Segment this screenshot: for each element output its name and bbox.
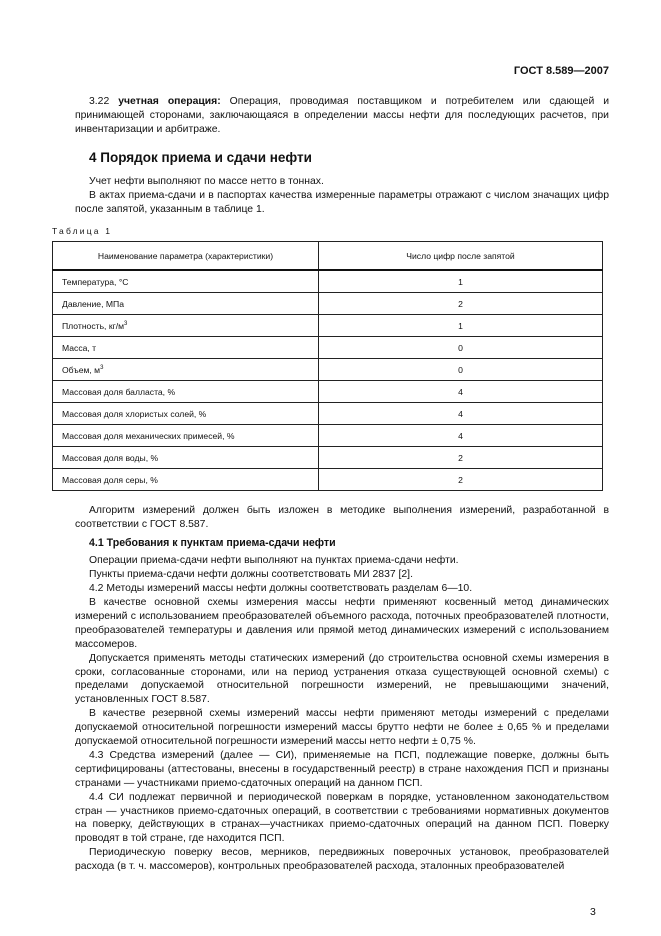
paragraph: 4.2 Методы измерений массы нефти должны соответствовать разделам 6—10. [89,583,473,595]
parameter-name [53,359,319,381]
parameter-name [53,337,319,359]
digits-value: 2 [319,469,603,491]
table-row [53,447,603,469]
parameter-name [53,469,319,491]
section-heading: 4 Порядок приема и сдачи нефти [89,149,312,165]
table-row [53,315,603,337]
superscript: 3 [100,365,104,372]
parameter-label: Массовая доля серы, % [62,474,158,485]
digits-value: 4 [319,425,603,447]
table-row [53,337,603,359]
page-body [52,95,610,874]
column-header: Число цифр после запятой [319,242,603,271]
paragraph: Учет нефти выполняют по массе нетто в тоннах. [89,175,324,187]
parameter-name [53,381,319,403]
digits-value: 4 [319,403,603,425]
paragraph: В актах приема-сдачи и в паспортах качества измеренные параметры отражают с числом значащих цифр после запятой, указанным в таблице 1. [75,189,609,215]
table-row [53,293,603,315]
paragraph: 4.4 СИ подлежат первичной и периодической поверкам в порядке, установленном законодательством стран — участников приемо-сдаточных операций, в соответствии с требованиями нормативных документов на поверку, действующих в странах—участниках приемо-сдаточных операций на данном ПСП. Поверку проводят в той стране, где находится ПСП. [75,791,609,845]
parameter-label: Объем, м [62,364,101,375]
superscript: 3 [124,321,128,328]
digits-value: 0 [319,359,603,381]
table-row [53,359,603,381]
paragraph: 4.3 Средства измерений (далее — СИ), применяемые на ПСП, подлежащие поверке, должны быть сертифицированы (аттестованы, внесены в государственный реестр) в стране нахождения ПСП и признаны странами — участниками приемо-сдаточных операций на данном ПСП. [75,749,609,789]
paragraph: В качестве основной схемы измерения массы нефти применяют косвенный метод динамических измерений с использованием преобразователей объемного расхода, поточных преобразователей плотности, преобразователей температуры и давления или прямой метод динамических измерений с использованием массомеров. [75,596,609,650]
parameter-name [53,270,319,293]
parameters-table [52,241,603,491]
paragraph: Алгоритм измерений должен быть изложен в методике выполнения измерений, разработанной в соответствии с ГОСТ 8.587. [75,505,609,531]
parameter-label: Массовая доля хлористых солей, % [62,408,207,419]
paragraph: Допускается применять методы статических измерений (до строительства основной схемы измерения в сроки, согласованные сторонами, или на период устранения отказа существующей основной схемы) с пределами допускаемой относительной погрешности измерений, не превышающими значений, установленных ГОСТ 8.587. [75,652,609,706]
parameter-label: Плотность, кг/м [62,320,125,331]
parameter-label: Массовая доля механических примесей, % [62,430,235,441]
term-number: 3.22 [89,96,110,107]
term-definition [75,95,609,137]
term-name: учетная операция: [118,96,221,107]
table-caption: Таблица 1 [52,226,113,237]
paragraph: Пункты приема-сдачи нефти должны соответствовать МИ 2837 [2]. [89,569,413,581]
subsection-heading: 4.1 Требования к пунктам приема-сдачи нефти [89,537,336,550]
table-header-row [53,242,603,271]
paragraph: В качестве резервной схемы измерений массы нефти применяют методы измерений с пределами допускаемой относительной погрешности измерений массы брутто нефти не более ± 0,65 % и пределами допускаемой относительной погрешности измерений массы нетто нефти ± 0,75 %. [75,708,609,748]
column-header: Наименование параметра (характеристики) [53,242,319,271]
digits-value: 2 [319,447,603,469]
table-row [53,381,603,403]
parameter-label: Массовая доля балласта, % [62,386,176,397]
parameter-name [53,315,319,337]
digits-value: 0 [319,337,603,359]
paragraph: Периодическую поверку весов, мерников, передвижных поверочных установок, преобразователей расхода (в т. ч. массомеров), контрольных преобразователей расхода, эталонных преобразователей [75,847,609,873]
parameter-name [53,293,319,315]
table-row [53,403,603,425]
term-text: Операция, проводимая поставщиком и потребителем или сдающей и принимающей сторонами, заключающаяся в определении массы нефти для последующих расчетов, при инвентаризации и арбитраже. [75,96,610,135]
parameter-label: Массовая доля воды, % [62,452,159,463]
digits-value: 1 [319,270,603,293]
paragraph: Операции приема-сдачи нефти выполняют на пунктах приема-сдачи нефти. [89,555,459,567]
parameter-label: Температура, °С [62,276,129,287]
digits-value: 2 [319,293,603,315]
digits-value: 4 [319,381,603,403]
table-row [53,270,603,293]
table-row [53,469,603,491]
parameter-name [53,425,319,447]
document-code: ГОСТ 8.589—2007 [513,65,609,77]
table-row [53,425,603,447]
digits-value: 1 [319,315,603,337]
parameter-label: Давление, МПа [62,298,124,309]
parameter-label: Масса, т [62,342,97,353]
page-number: 3 [590,906,596,918]
parameter-name [53,447,319,469]
parameter-name [53,403,319,425]
